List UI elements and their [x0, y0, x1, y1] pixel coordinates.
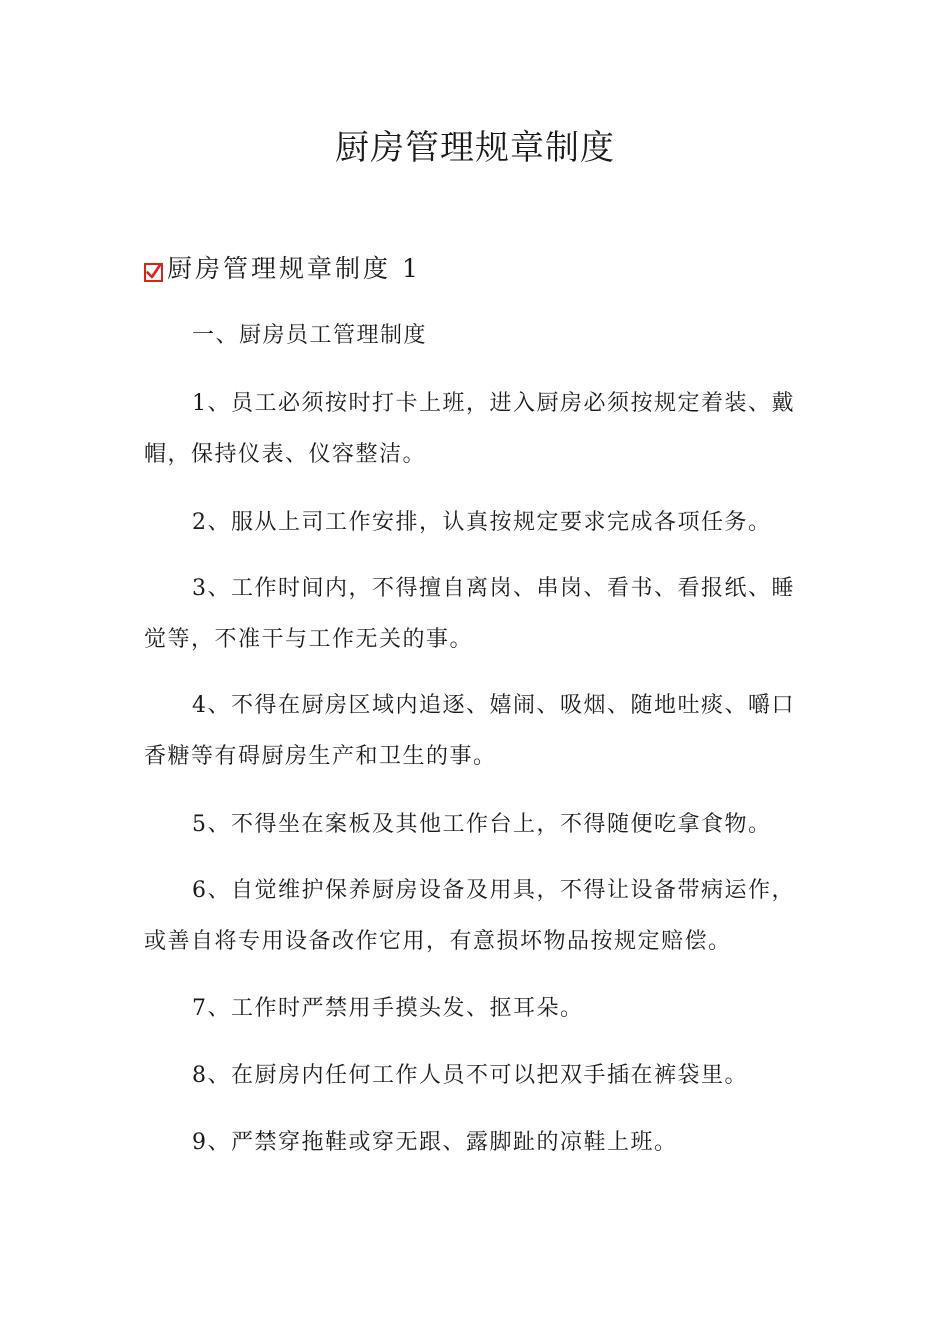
section-heading — [144, 247, 421, 287]
subheading: 一、厨房员工管理制度 — [192, 323, 428, 348]
section-heading-text: 厨房管理规章制度 1 — [167, 254, 421, 283]
list-item: 3、工作时间内，不得擅自离岗、串岗、看书、看报纸、睡觉等，不准干与工作无关的事。 — [144, 576, 795, 652]
list-item: 6、自觉维护保养厨房设备及用具，不得让设备带病运作，或善自将专用设备改作它用，有意损坏物品按规定赔偿。 — [144, 878, 795, 954]
list-item: 9、严禁穿拖鞋或穿无跟、露脚趾的凉鞋上班。 — [192, 1130, 678, 1155]
checkbox-checked-icon — [144, 263, 163, 282]
list-item: 1、员工必须按时打卡上班，进入厨房必须按规定着装、戴帽，保持仪表、仪容整洁。 — [144, 391, 795, 467]
list-item: 8、在厨房内任何工作人员不可以把双手插在裤袋里。 — [192, 1063, 748, 1088]
document-title: 厨房管理规章制度 — [335, 128, 615, 168]
list-item: 4、不得在厨房区域内追逐、嬉闹、吸烟、随地吐痰、嚼口香糖等有碍厨房生产和卫生的事。 — [144, 693, 795, 769]
list-item: 5、不得坐在案板及其他工作台上，不得随便吃拿食物。 — [192, 812, 772, 837]
list-item: 7、工作时严禁用手摸头发、抠耳朵。 — [192, 996, 584, 1021]
list-item: 2、服从上司工作安排，认真按规定要求完成各项任务。 — [192, 510, 772, 535]
